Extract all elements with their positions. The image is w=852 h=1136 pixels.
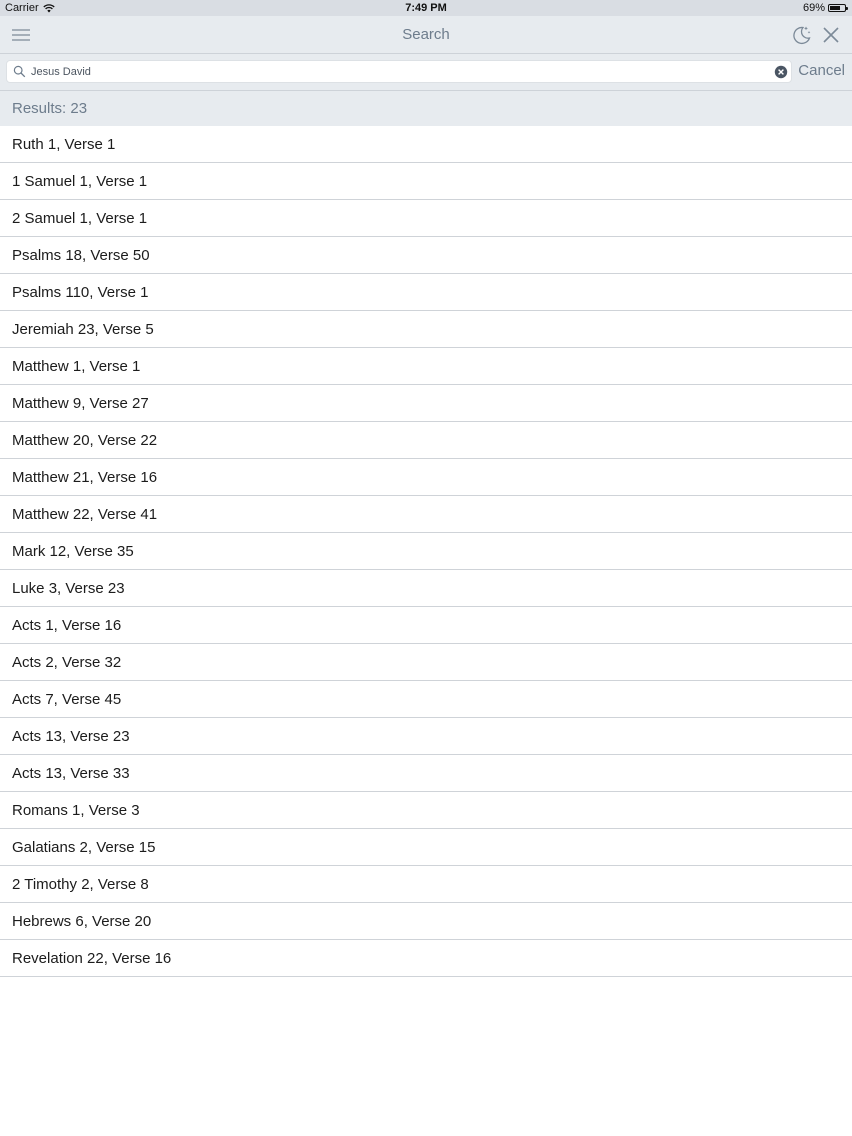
result-row[interactable] xyxy=(0,940,852,977)
result-label: Matthew 21, Verse 16 xyxy=(12,469,158,486)
battery-icon xyxy=(828,4,846,12)
result-row[interactable] xyxy=(0,829,852,866)
result-label: Romans 1, Verse 3 xyxy=(12,802,140,819)
result-label: Jeremiah 23, Verse 5 xyxy=(12,321,154,338)
status-time: 7:49 PM xyxy=(405,2,447,14)
result-label: Hebrews 6, Verse 20 xyxy=(12,913,152,930)
result-row[interactable] xyxy=(0,607,852,644)
result-label: Acts 13, Verse 23 xyxy=(12,728,130,745)
result-row[interactable] xyxy=(0,163,852,200)
result-row[interactable] xyxy=(0,533,852,570)
battery-status xyxy=(803,2,846,14)
results-header xyxy=(0,91,852,126)
results-list xyxy=(0,126,852,977)
result-label: Revelation 22, Verse 16 xyxy=(12,950,172,967)
search-field[interactable] xyxy=(6,60,792,83)
result-label: Matthew 20, Verse 22 xyxy=(12,432,158,449)
result-row[interactable] xyxy=(0,792,852,829)
navigation-bar xyxy=(0,16,852,54)
result-label: 1 Samuel 1, Verse 1 xyxy=(12,173,148,190)
result-row[interactable] xyxy=(0,681,852,718)
result-row[interactable] xyxy=(0,570,852,607)
result-label: Luke 3, Verse 23 xyxy=(12,580,125,597)
page-title: Search xyxy=(402,26,450,43)
result-row[interactable] xyxy=(0,274,852,311)
status-bar xyxy=(0,0,852,16)
battery-fill xyxy=(830,6,840,10)
result-label: Acts 2, Verse 32 xyxy=(12,654,122,671)
result-label: Acts 13, Verse 33 xyxy=(12,765,130,782)
search-bar xyxy=(0,54,852,91)
result-label: 2 Timothy 2, Verse 8 xyxy=(12,876,149,893)
result-label: Galatians 2, Verse 15 xyxy=(12,839,156,856)
result-row[interactable] xyxy=(0,126,852,163)
moon-icon[interactable] xyxy=(790,24,812,46)
search-input[interactable] xyxy=(31,62,771,81)
result-label: Psalms 110, Verse 1 xyxy=(12,284,149,301)
result-row[interactable] xyxy=(0,237,852,274)
result-row[interactable] xyxy=(0,348,852,385)
result-label: Acts 7, Verse 45 xyxy=(12,691,122,708)
results-count: Results: 23 xyxy=(12,100,88,117)
result-label: Psalms 18, Verse 50 xyxy=(12,247,150,264)
result-row[interactable] xyxy=(0,385,852,422)
result-row[interactable] xyxy=(0,866,852,903)
result-label: Matthew 22, Verse 41 xyxy=(12,506,158,523)
result-row[interactable] xyxy=(0,718,852,755)
carrier-label: Carrier xyxy=(5,2,39,14)
clear-search-icon[interactable] xyxy=(774,65,788,79)
result-label: 2 Samuel 1, Verse 1 xyxy=(12,210,148,227)
search-icon xyxy=(13,65,26,78)
battery-percent: 69% xyxy=(802,2,825,14)
result-label: Matthew 1, Verse 1 xyxy=(12,358,141,375)
result-row[interactable] xyxy=(0,755,852,792)
result-row[interactable] xyxy=(0,422,852,459)
result-label: Ruth 1, Verse 1 xyxy=(12,136,116,153)
result-row[interactable] xyxy=(0,311,852,348)
result-row[interactable] xyxy=(0,200,852,237)
result-label: Mark 12, Verse 35 xyxy=(12,543,134,560)
result-label: Matthew 9, Verse 27 xyxy=(12,395,149,412)
result-row[interactable] xyxy=(0,644,852,681)
result-label: Acts 1, Verse 16 xyxy=(12,617,122,634)
close-icon[interactable] xyxy=(821,25,841,45)
result-row[interactable] xyxy=(0,903,852,940)
cancel-button[interactable]: Cancel xyxy=(798,62,845,79)
result-row[interactable] xyxy=(0,459,852,496)
result-row[interactable] xyxy=(0,496,852,533)
